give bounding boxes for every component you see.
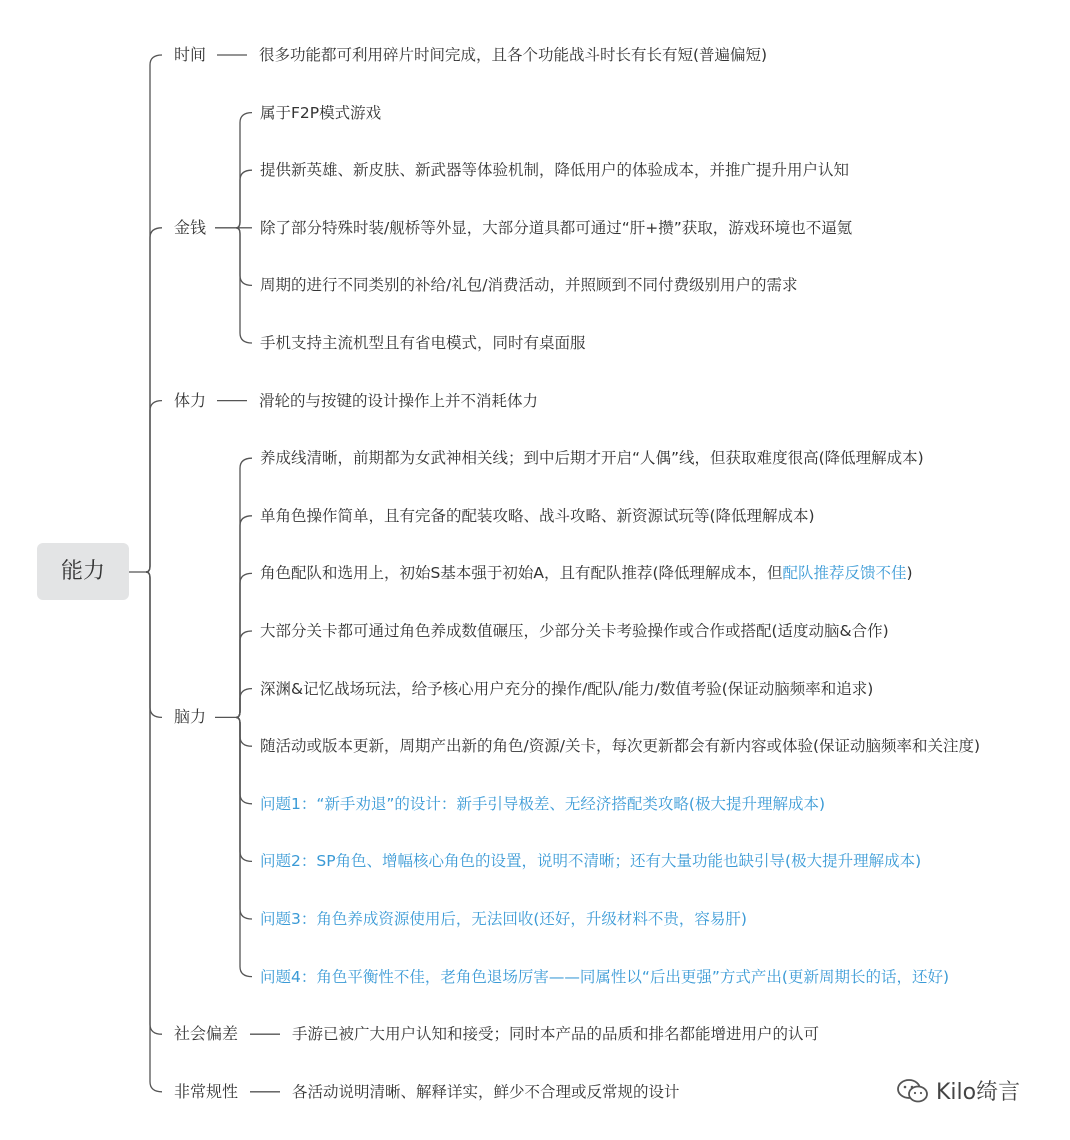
leaf-node[interactable] [259, 45, 767, 65]
leaf-text: 大部分关卡都可通过角色养成数值碾压，少部分关卡考验操作或合作或搭配(适度动脑&合作) [260, 622, 889, 640]
leaf-text: 周期的进行不同类别的补给/礼包/消费活动，并照顾到不同付费级别用户的需求 [260, 276, 798, 295]
category-node[interactable]: 社会偏差 [174, 1024, 239, 1044]
leaf-text: 很多功能都可利用碎片时间完成，且各个功能战斗时长有长有短(普遍偏短) [259, 46, 768, 64]
leaf-branch [236, 458, 252, 717]
leaf-node[interactable] [260, 103, 381, 123]
leaf-node[interactable] [292, 1082, 680, 1102]
root-branch-5 [146, 572, 162, 1092]
root-branch-3 [146, 572, 162, 717]
leaf-text: 手机支持主流机型且有省电模式，同时有桌面服 [260, 334, 586, 352]
leaf-text: 问题4：角色平衡性不佳，老角色退场厉害——同属性以“后出更强”方式产出(更新周期长的话，还好) [260, 967, 950, 986]
issue-node[interactable] [260, 909, 747, 929]
leaf-node[interactable] [260, 679, 873, 699]
leaf-branch [236, 516, 252, 718]
category-node[interactable]: 非常规性 [174, 1081, 239, 1101]
leaf-text: 养成线清晰，前期都为女武神相关线；到中后期才开启“人偶”线，但获取难度很高(降低理解成本) [260, 449, 924, 468]
category-node[interactable]: 金钱 [174, 217, 207, 237]
leaf-text: 问题2：SP角色、增幅核心角色的设置，说明不清晰；还有大量功能也缺引导(极大提升理解成本) [260, 852, 922, 871]
watermark [896, 1075, 1020, 1106]
leaf-branch [236, 573, 252, 717]
leaf-text: 属于F2P模式游戏 [260, 103, 382, 122]
leaf-text: 随活动或版本更新，周期产出新的角色/资源/关卡，每次更新都会有新内容或体验(保证动脑频率和关注度) [260, 737, 981, 756]
root-branch-0 [146, 55, 162, 572]
leaf-node[interactable] [260, 621, 889, 641]
leaf-tail-text: ) [906, 564, 913, 583]
leaf-node[interactable] [260, 275, 797, 295]
watermark-text: Kilo绮言 [936, 1080, 1021, 1105]
leaf-node[interactable] [260, 333, 586, 353]
leaf-branch [236, 717, 252, 803]
highlight-text: 配队推荐反馈不佳 [782, 564, 907, 583]
leaf-text: 问题3：角色养成资源使用后，无法回收(还好，升级材料不贵，容易肝) [260, 910, 747, 928]
issue-node[interactable] [260, 794, 825, 814]
leaf-text: 问题1：“新手劝退”的设计：新手引导极差、无经济搭配类攻略(极大提升理解成本) [260, 794, 826, 813]
leaf-node[interactable] [260, 448, 924, 468]
leaf-node[interactable] [292, 1024, 819, 1044]
leaf-branch [236, 689, 252, 718]
leaf-text: 滑轮的与按键的设计操作上并不消耗体力 [259, 391, 539, 410]
leaf-node[interactable] [260, 160, 849, 180]
category-node[interactable]: 脑力 [174, 707, 207, 727]
leaf-node[interactable] [260, 506, 815, 526]
leaf-branch [236, 228, 252, 286]
leaf-branch [236, 631, 252, 717]
leaf-text: 角色配队和选用上，初始S基本强于初始A，且有配队推荐(降低理解成本，但 [260, 564, 783, 583]
leaf-branch [236, 717, 252, 976]
leaf-node[interactable] [259, 391, 538, 411]
leaf-branch [236, 717, 252, 919]
root-branch-1 [146, 228, 162, 572]
leaf-node[interactable] [260, 218, 852, 238]
root-node[interactable]: 能力 [37, 543, 129, 600]
root-branch-4 [146, 572, 162, 1034]
category-node[interactable]: 体力 [174, 390, 207, 410]
leaf-branch [236, 717, 252, 746]
leaf-text: 手游已被广大用户认知和接受；同时本产品的品质和排名都能增进用户的认可 [292, 1025, 820, 1044]
leaf-branch [236, 170, 252, 228]
issue-node[interactable] [260, 967, 949, 987]
category-node[interactable]: 时间 [174, 45, 207, 64]
leaf-branch [236, 717, 252, 861]
wechat-icon [896, 1077, 930, 1105]
issue-node[interactable] [260, 851, 921, 871]
leaf-text: 提供新英雄、新皮肤、新武器等体验机制，降低用户的体验成本，并推广提升用户认知 [260, 161, 850, 180]
leaf-text: 单角色操作简单，且有完备的配装攻略、战斗攻略、新资源试玩等(降低理解成本) [260, 506, 815, 525]
leaf-text: 除了部分特殊时装/舰桥等外显，大部分道具都可通过“肝+攒”获取，游戏环境也不逼氪 [260, 218, 853, 237]
leaf-node[interactable] [260, 563, 913, 583]
leaf-text: 深渊&记忆战场玩法，给予核心用户充分的操作/配队/能力/数值考验(保证动脑频率和追求) [260, 679, 874, 698]
leaf-node[interactable] [260, 736, 980, 756]
leaf-text: 各活动说明清晰、解释详实，鲜少不合理或反常规的设计 [292, 1082, 680, 1101]
root-branch-2 [146, 401, 162, 572]
